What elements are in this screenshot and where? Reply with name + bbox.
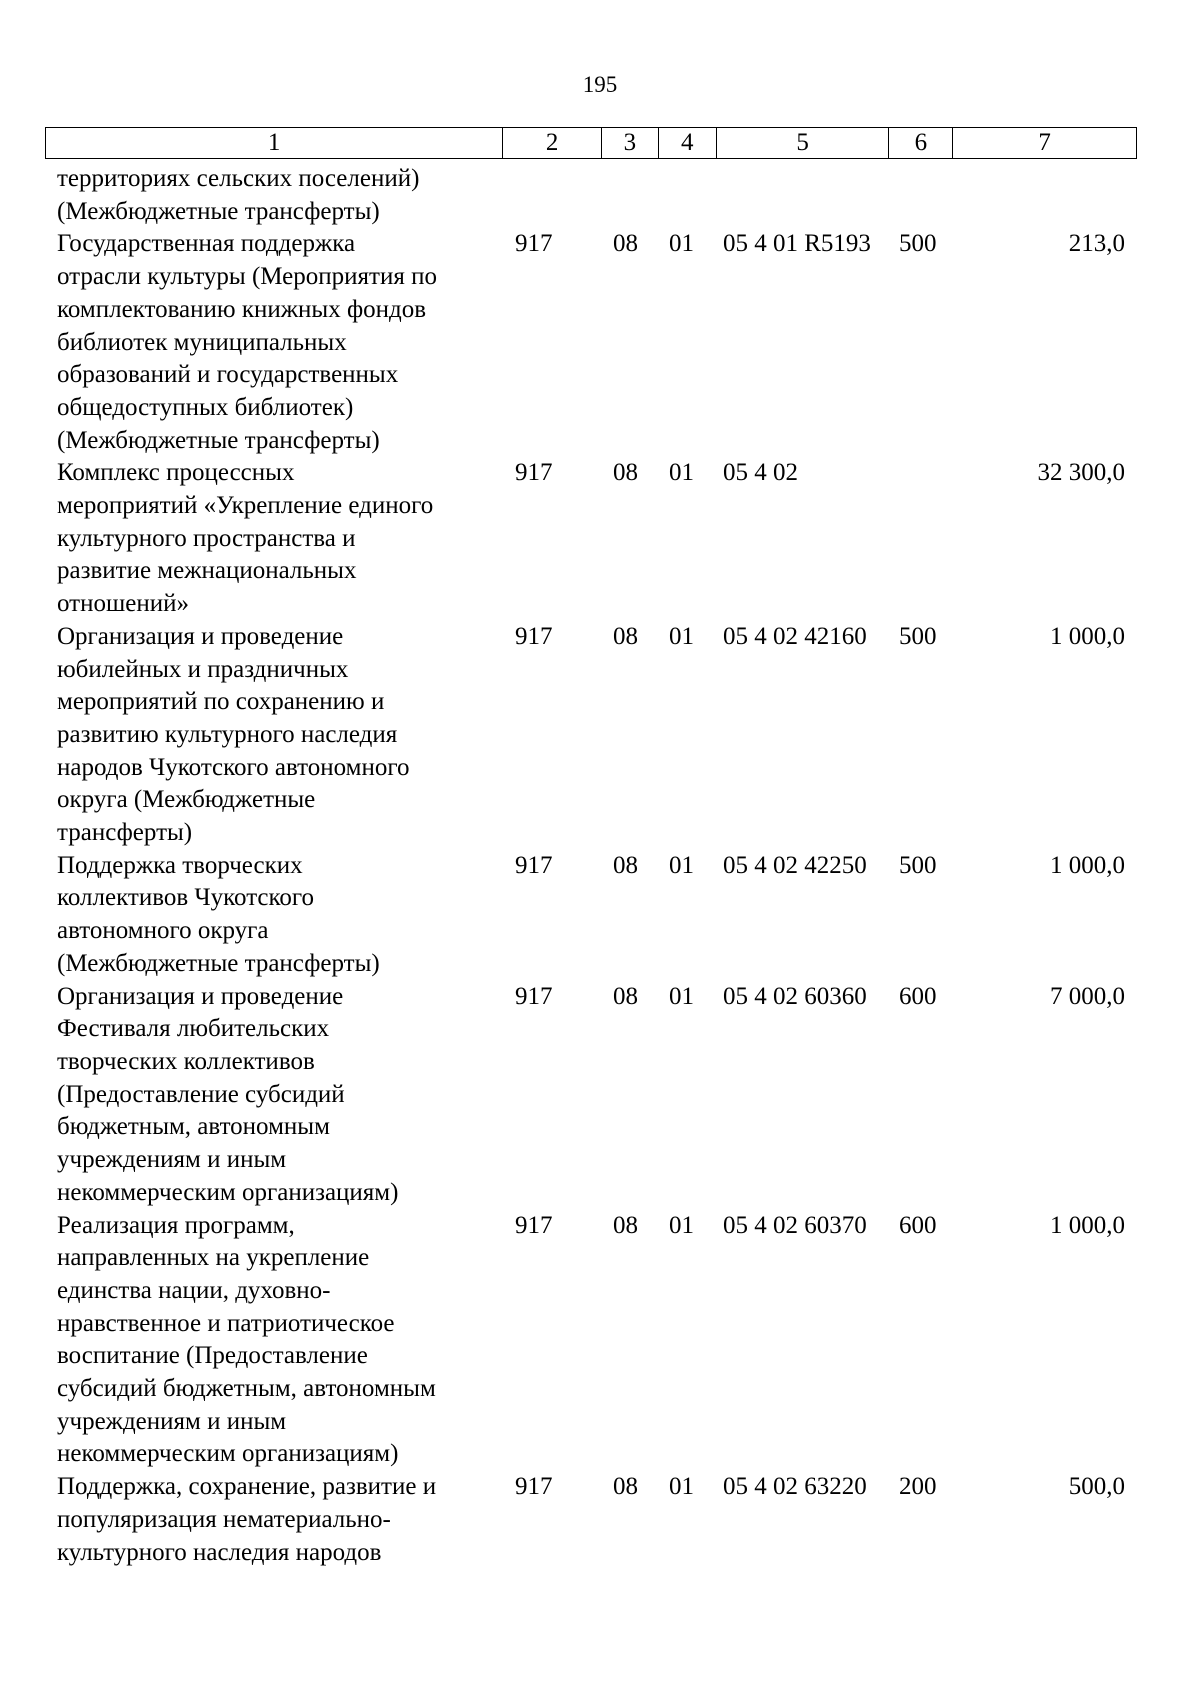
subsection-code: 01 (669, 1211, 694, 1239)
section-code: 08 (613, 1473, 638, 1501)
table-row (45, 457, 1137, 621)
table-row (45, 228, 1137, 457)
description-line: развитию культурного наследия (57, 720, 398, 748)
column-header-3: 3 (602, 128, 659, 158)
ministry-code: 917 (515, 622, 553, 650)
description-line: коллективов Чукотского (57, 884, 315, 912)
section-code: 08 (613, 230, 638, 258)
table-row (45, 621, 1137, 850)
description-line: Реализация программ, (57, 1211, 295, 1239)
description-line: Поддержка творческих (57, 851, 303, 879)
target-article-code: 05 4 02 60360 (723, 982, 867, 1010)
ministry-code: 917 (515, 1211, 553, 1239)
target-article-code: 05 4 02 60370 (723, 1211, 867, 1239)
description-line: мероприятий по сохранению и (57, 688, 385, 716)
ministry-code: 917 (515, 230, 553, 258)
row-description (45, 981, 503, 1210)
subsection-code: 01 (669, 459, 694, 487)
expense-type-code: 500 (899, 851, 937, 879)
section-code: 08 (613, 459, 638, 487)
amount: 500,0 (1068, 1473, 1125, 1501)
description-line: народов Чукотского автономного (57, 753, 410, 781)
description-line: Организация и проведение (57, 622, 344, 650)
amount (954, 163, 1137, 228)
subsection-code: 01 (669, 622, 694, 650)
section-code: 08 (613, 622, 638, 650)
row-description (45, 850, 503, 981)
ministry-code: 917 (515, 851, 553, 879)
description-line: развитие межнациональных (57, 557, 357, 585)
column-header-6: 6 (889, 128, 953, 158)
expense-type-code: 600 (899, 982, 937, 1010)
table-row (45, 1471, 1137, 1569)
target-article-code: 05 4 01 R5193 (723, 230, 871, 258)
description-line: культурного пространства и (57, 524, 356, 552)
description-line: Государственная поддержка (57, 230, 356, 258)
description-line: Поддержка, сохранение, развитие и (57, 1473, 437, 1501)
description-line: трансферты) (57, 819, 193, 847)
description-line: юбилейных и праздничных (57, 655, 349, 683)
subsection-code: 01 (669, 230, 694, 258)
section-code: 08 (613, 851, 638, 879)
row-description (45, 1210, 503, 1472)
row-description (45, 621, 503, 850)
expense-type-code: 600 (899, 1211, 937, 1239)
description-line: комплектованию книжных фондов (57, 295, 427, 323)
expense-type-code: 500 (899, 622, 937, 650)
description-line: Фестиваля любительских (57, 1015, 330, 1043)
description-line: учреждениям и иным (57, 1407, 287, 1435)
column-header-1: 1 (46, 128, 503, 158)
description-line: образований и государственных (57, 361, 399, 389)
target-article-code: 05 4 02 42160 (723, 622, 867, 650)
description-line: общедоступных библиотек) (57, 393, 354, 421)
description-line: творческих коллективов (57, 1047, 315, 1075)
description-line: отрасли культуры (Мероприятия по (57, 263, 437, 291)
description-line: бюджетным, автономным (57, 1113, 330, 1141)
description-line: единства нации, духовно- (57, 1276, 331, 1304)
row-description (45, 228, 503, 457)
target-article-code: 05 4 02 42250 (723, 851, 867, 879)
amount: 1 000,0 (1050, 622, 1125, 650)
column-header-4: 4 (659, 128, 717, 158)
description-line: библиотек муниципальных (57, 328, 347, 356)
column-header-7: 7 (1038, 129, 1051, 156)
subsection-code (659, 163, 717, 228)
description-line: нравственное и патриотическое (57, 1309, 395, 1337)
description-line: отношений» (57, 590, 189, 618)
description-line: культурного наследия народов (57, 1538, 382, 1566)
column-header-2: 2 (503, 128, 602, 158)
table-row (45, 163, 1137, 228)
subsection-code: 01 (669, 1473, 694, 1501)
description-line: направленных на укрепление (57, 1244, 370, 1272)
subsection-code: 01 (669, 851, 694, 879)
amount: 7 000,0 (1050, 982, 1125, 1010)
section-code: 08 (613, 1211, 638, 1239)
description-line: территориях сельских поселений) (57, 165, 420, 192)
ministry-code: 917 (515, 982, 553, 1010)
table-header-row (45, 127, 1137, 159)
description-line: субсидий бюджетным, автономным (57, 1375, 436, 1403)
amount: 213,0 (1068, 230, 1125, 258)
table-body (45, 163, 1137, 1569)
description-line: автономного округа (57, 917, 269, 945)
column-header-5: 5 (717, 128, 890, 158)
description-line: Организация и проведение (57, 982, 344, 1010)
target-article-code: 05 4 02 (723, 459, 798, 487)
target-article-code (717, 163, 890, 228)
table-row (45, 981, 1137, 1210)
ministry-code: 917 (515, 1473, 553, 1501)
amount: 1 000,0 (1050, 851, 1125, 879)
description-line: (Межбюджетные трансферты) (57, 426, 380, 454)
row-description (45, 163, 503, 228)
description-line: (Предоставление субсидий (57, 1080, 345, 1108)
section-code: 08 (613, 982, 638, 1010)
row-description (45, 1471, 503, 1569)
description-line: воспитание (Предоставление (57, 1342, 368, 1370)
table-row (45, 850, 1137, 981)
description-line: популяризация нематериально- (57, 1505, 391, 1533)
description-line: некоммерческим организациям) (57, 1440, 399, 1468)
expense-type-code (890, 457, 954, 621)
page-number: 195 (582, 72, 618, 97)
description-line: учреждениям и иным (57, 1146, 287, 1174)
table-row (45, 1210, 1137, 1472)
description-line: некоммерческим организациям) (57, 1178, 399, 1206)
amount: 1 000,0 (1050, 1211, 1125, 1239)
ministry-code: 917 (515, 459, 553, 487)
row-description (45, 457, 503, 621)
description-line: округа (Межбюджетные (57, 786, 316, 814)
description-line: мероприятий «Укрепление единого (57, 492, 434, 520)
description-line: (Межбюджетные трансферты) (57, 197, 380, 225)
expense-type-code: 500 (899, 230, 937, 258)
subsection-code: 01 (669, 982, 694, 1010)
expense-type-code (890, 163, 954, 228)
target-article-code: 05 4 02 63220 (723, 1473, 867, 1501)
expense-type-code: 200 (899, 1473, 937, 1501)
amount: 32 300,0 (1037, 459, 1125, 487)
ministry-code (503, 163, 602, 228)
section-code (602, 163, 659, 228)
description-line: (Межбюджетные трансферты) (57, 949, 380, 977)
description-line: Комплекс процессных (57, 459, 295, 487)
